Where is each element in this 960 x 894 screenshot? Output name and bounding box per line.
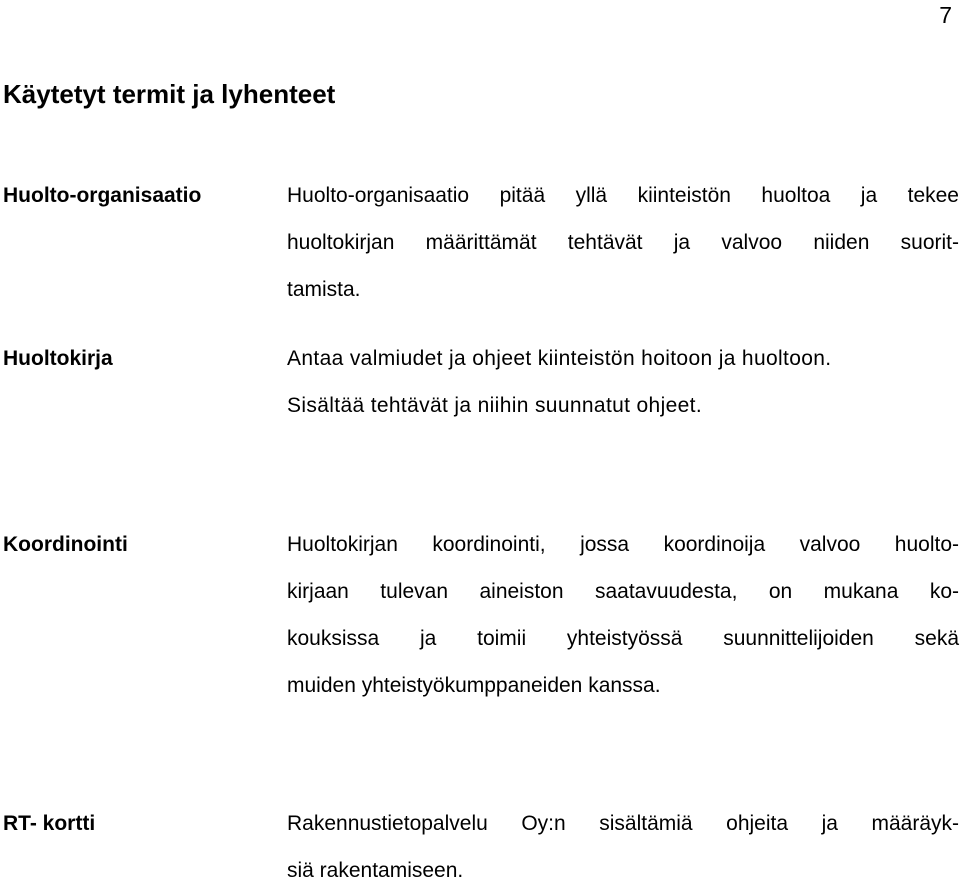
definition-line: Rakennustietopalvelu Oy:n sisältämiä ohjeita ja määräyk- [287, 812, 959, 835]
definition-line: Antaa valmiudet ja ohjeet kiinteistön hoitoon ja huoltoon. [287, 347, 832, 370]
definition-line: Sisältää tehtävät ja niihin suunnatut ohjeet. [287, 394, 703, 417]
definition-huoltokirja [287, 335, 959, 429]
definition-line: siä rakentamiseen. [287, 859, 464, 882]
definition-line: muiden yhteistyökumppaneiden kanssa. [287, 674, 661, 697]
page-title: Käytetyt termit ja lyhenteet [3, 79, 336, 109]
definition-huolto-organisaatio [287, 172, 959, 313]
definition-line: Huolto-organisaatio pitää yllä kiinteistön huoltoa ja tekee [287, 184, 959, 207]
definition-line: tamista. [287, 278, 361, 301]
definition-line: Huoltokirjan koordinointi, jossa koordinoija valvoo huolto- [287, 533, 959, 556]
term-rt-kortti: RT- kortti [3, 812, 96, 835]
term-huolto-organisaatio: Huolto-organisaatio [3, 184, 202, 207]
definition-line: kirjaan tulevan aineiston saatavuudesta, on mukana ko- [287, 580, 959, 603]
term-koordinointi: Koordinointi [3, 533, 128, 556]
page-number: 7 [939, 2, 952, 28]
definition-koordinointi [287, 521, 959, 709]
definition-line: kouksissa ja toimii yhteistyössä suunnittelijoiden sekä [287, 627, 959, 650]
definition-line: huoltokirjan määrittämät tehtävät ja valvoo niiden suorit- [287, 231, 959, 254]
term-huoltokirja: Huoltokirja [3, 347, 113, 370]
